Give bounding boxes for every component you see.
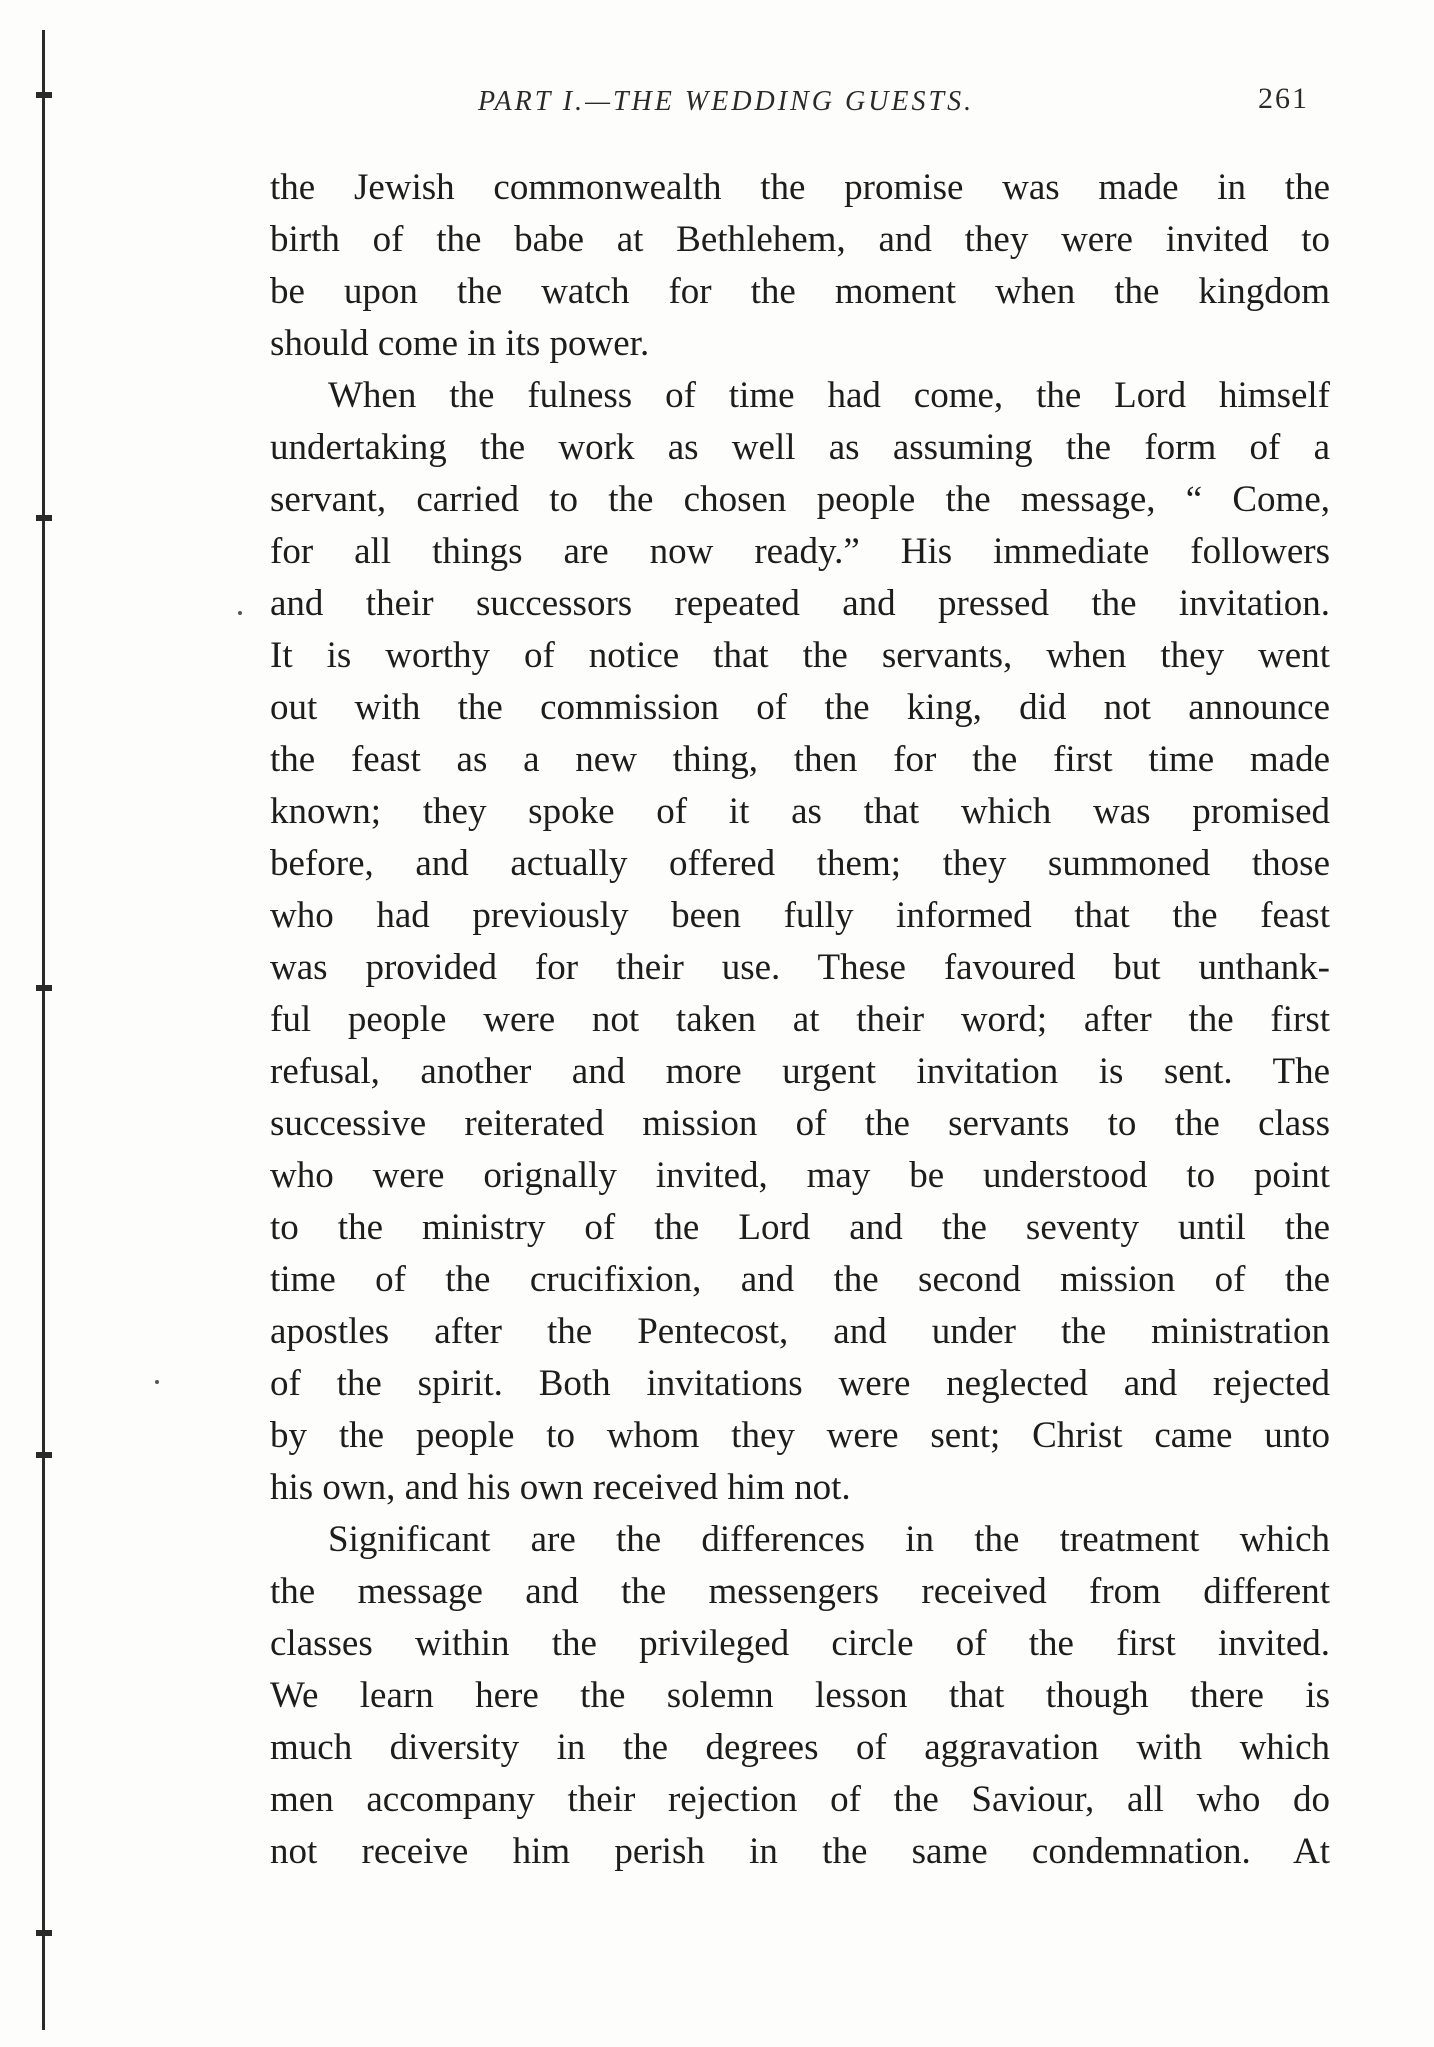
text-line: birth of the babe at Bethlehem, and they were invited to — [270, 219, 1330, 260]
text-line: We learn here the solemn lesson that though there is — [270, 1675, 1330, 1716]
text-line: before, and actually offered them; they summoned those — [270, 843, 1330, 884]
text-line: classes within the privileged circle of the first invited. — [270, 1623, 1330, 1664]
body-text — [270, 162, 1330, 1878]
text-line: successive reiterated mission of the servants to the class — [270, 1103, 1330, 1144]
text-line: much diversity in the degrees of aggravation with which — [270, 1727, 1330, 1768]
text-line: ful people were not taken at their word; after the first — [270, 999, 1330, 1040]
text-line: time of the crucifixion, and the second mission of the — [270, 1259, 1330, 1300]
text-line: the feast as a new thing, then for the first time made — [270, 739, 1330, 780]
text-line: undertaking the work as well as assuming the form of a — [270, 427, 1330, 468]
text-line: apostles after the Pentecost, and under the ministration — [270, 1311, 1330, 1352]
running-head: PART I.—THE WEDDING GUESTS. — [478, 86, 975, 117]
text-line: was provided for their use. These favoured but unthank- — [270, 947, 1330, 988]
text-line: known; they spoke of it as that which was promised — [270, 791, 1330, 832]
text-line: refusal, another and more urgent invitation is sent. The — [270, 1051, 1330, 1092]
binding-mark — [36, 985, 52, 991]
text-line: who had previously been fully informed that the feast — [270, 895, 1330, 936]
text-line: servant, carried to the chosen people the message, “ Come, — [270, 479, 1330, 520]
text-line: men accompany their rejection of the Saviour, all who do — [270, 1779, 1330, 1820]
text-line: of the spirit. Both invitations were neglected and rejected — [270, 1363, 1330, 1404]
binding-mark — [36, 1452, 52, 1458]
binding-mark — [36, 1930, 52, 1936]
text-line: and their successors repeated and pressed the invitation. — [270, 583, 1330, 624]
binding-mark — [36, 92, 52, 98]
text-line: When the fulness of time had come, the Lord himself — [328, 375, 1330, 416]
ink-speck — [238, 611, 242, 615]
text-line: for all things are now ready.” His immediate followers — [270, 531, 1330, 572]
text-line: by the people to whom they were sent; Christ came unto — [270, 1415, 1330, 1456]
text-line: It is worthy of notice that the servants, when they went — [270, 635, 1330, 676]
text-line: the message and the messengers received from different — [270, 1571, 1330, 1612]
text-line: who were orignally invited, may be understood to point — [270, 1155, 1330, 1196]
page-number: 261 — [1258, 82, 1309, 115]
text-line: not receive him perish in the same condemnation. At — [270, 1831, 1330, 1872]
text-line: be upon the watch for the moment when the kingdom — [270, 271, 1330, 312]
ink-speck — [155, 1380, 159, 1384]
text-line: out with the commission of the king, did not announce — [270, 687, 1330, 728]
text-line: should come in its power. — [270, 323, 650, 364]
binding-margin-line — [42, 30, 45, 2030]
binding-mark — [36, 515, 52, 521]
text-line: the Jewish commonwealth the promise was made in the — [270, 167, 1330, 208]
text-line: to the ministry of the Lord and the seventy until the — [270, 1207, 1330, 1248]
text-line: Significant are the differences in the treatment which — [328, 1519, 1330, 1560]
text-line: his own, and his own received him not. — [270, 1467, 851, 1508]
